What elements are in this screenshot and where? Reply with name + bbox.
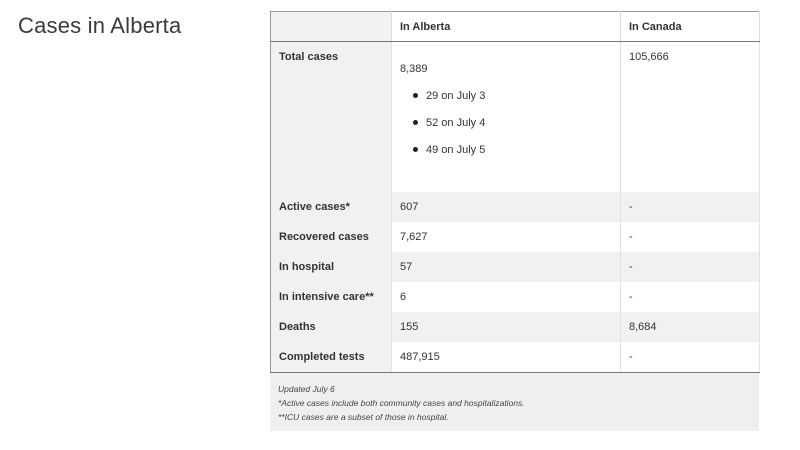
canada-cell: -: [621, 342, 760, 373]
canada-cell: -: [621, 282, 760, 312]
alberta-cell: 57: [392, 252, 621, 282]
canada-cell: -: [621, 222, 760, 252]
list-item: 52 on July 4: [426, 116, 612, 143]
alberta-cell: 487,915: [392, 342, 621, 373]
alberta-cell: 607: [392, 192, 621, 222]
row-label: Deaths: [271, 312, 392, 342]
list-item: 49 on July 5: [426, 143, 612, 170]
alberta-cell: [392, 42, 621, 193]
table-row: [271, 192, 760, 222]
canada-cell: -: [621, 192, 760, 222]
table-row: [271, 312, 760, 342]
header-empty: [271, 12, 392, 42]
icu-footnote: **ICU cases are a subset of those in hospital.: [278, 412, 449, 422]
page-title: Cases in Alberta: [18, 13, 182, 38]
stats-table-container: [270, 11, 759, 431]
canada-cell: 8,684: [621, 312, 760, 342]
header-in-canada: In Canada: [621, 12, 760, 42]
row-label: Total cases: [271, 42, 392, 193]
alberta-cell: 155: [392, 312, 621, 342]
daily-cases-list: [400, 89, 612, 170]
table-row: [271, 222, 760, 252]
list-item: 29 on July 3: [426, 89, 612, 116]
header-in-alberta: In Alberta: [392, 12, 621, 42]
canada-cell: -: [621, 252, 760, 282]
alberta-cell: 7,627: [392, 222, 621, 252]
updated-note: Updated July 6: [278, 384, 335, 394]
row-label: Active cases*: [271, 192, 392, 222]
row-label: In hospital: [271, 252, 392, 282]
alberta-cell: 6: [392, 282, 621, 312]
canada-cell: 105,666: [621, 42, 760, 193]
row-label: Recovered cases: [271, 222, 392, 252]
row-label: Completed tests: [271, 342, 392, 373]
row-label: In intensive care**: [271, 282, 392, 312]
active-cases-footnote: *Active cases include both community cases and hospitalizations.: [278, 398, 525, 408]
table-footnotes: [270, 373, 759, 431]
table-row: [271, 342, 760, 373]
alberta-total-value: 8,389: [400, 63, 428, 75]
table-header-row: [271, 12, 760, 42]
table-row-total-cases: [271, 42, 760, 193]
table-row: [271, 282, 760, 312]
stats-table: [270, 11, 760, 373]
table-row: [271, 252, 760, 282]
